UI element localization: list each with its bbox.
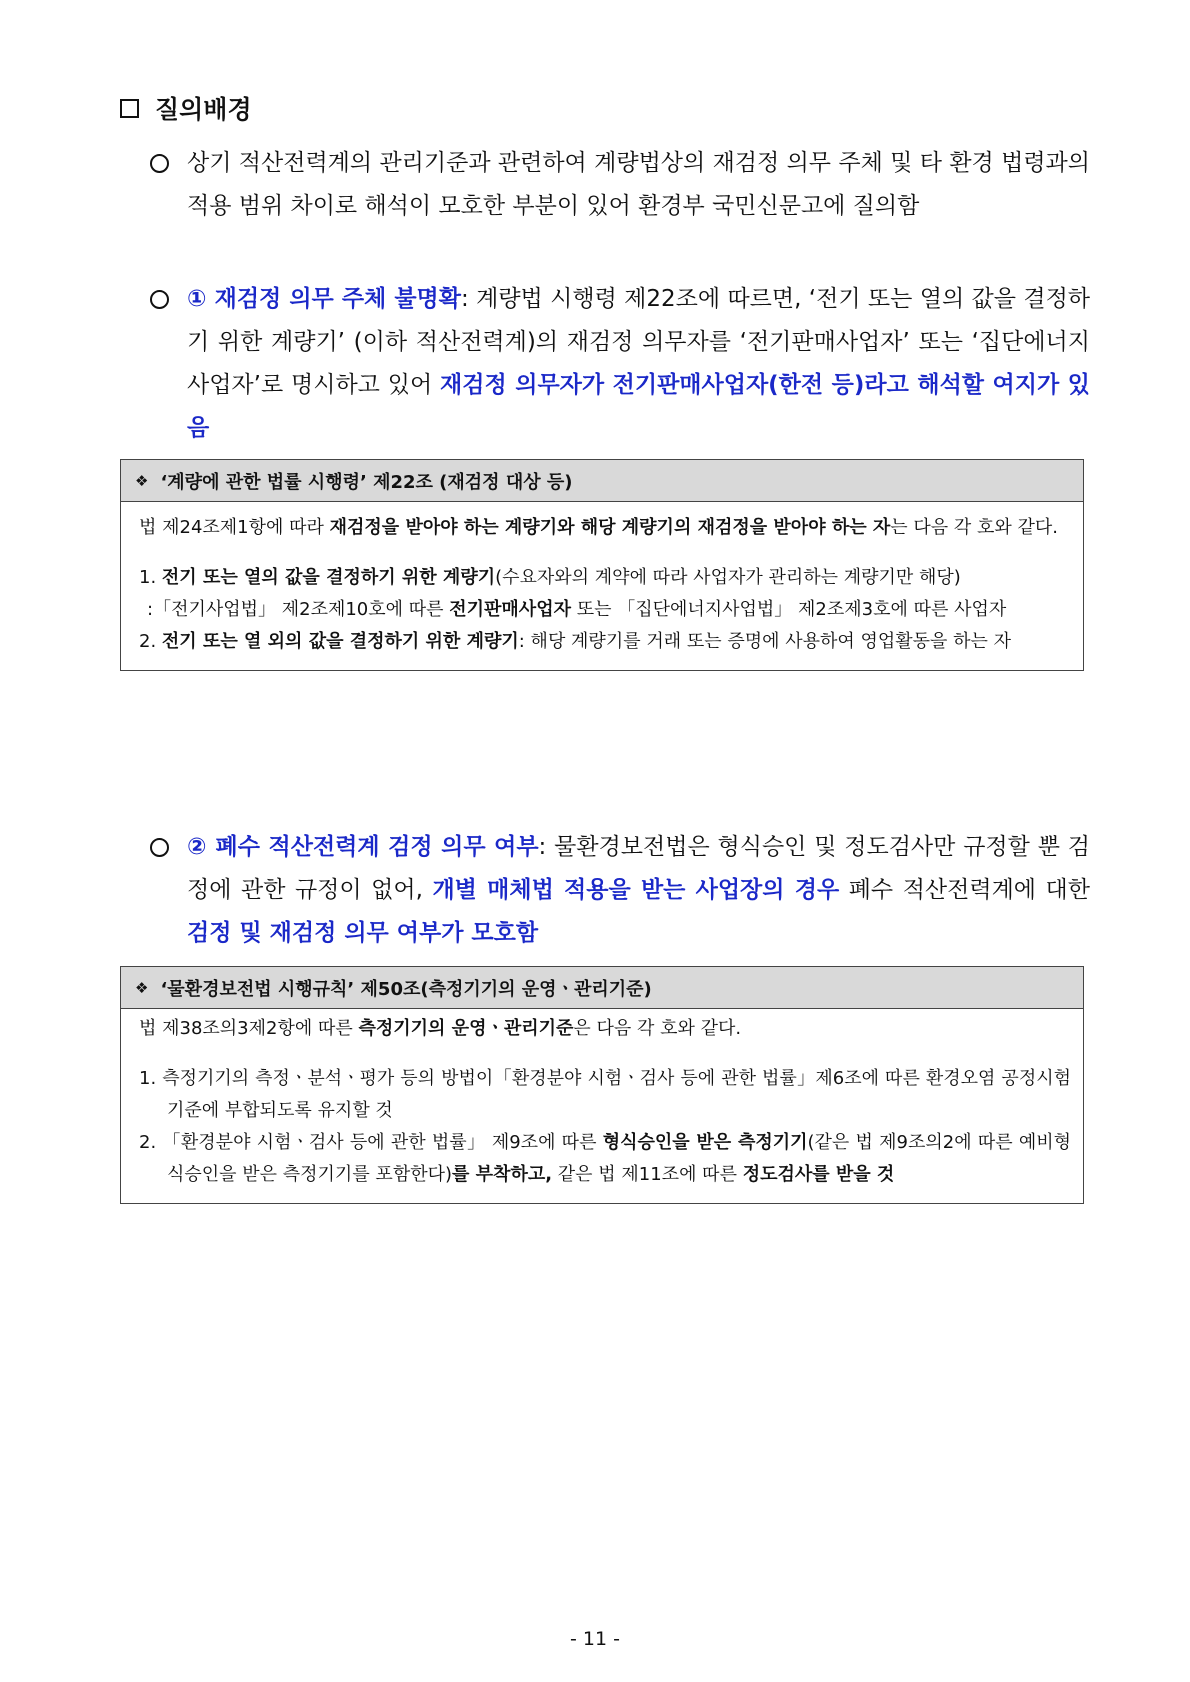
law-item-1: 1. 측정기기의 측정ㆍ분석ㆍ평가 등의 방법이「환경분야 시험ㆍ검사 등에 관한 법률」제6조에 따른 환경오염 공정시험기준에 부합되도록 유지할 것: [139, 1068, 1071, 1121]
paragraph-background: [150, 142, 1090, 228]
issue-1-emphasis: 재검정 의무자가 전기판매사업자(한전 등)라고 해석할 여지가 있음: [187, 372, 1090, 441]
diamond-bullet-icon: ❖: [135, 471, 149, 490]
law-box-body: [121, 1009, 1083, 1203]
paragraph-issue-1: [150, 278, 1090, 450]
law-intro: 법 제38조의3제2항에 따른 측정기기의 운영ㆍ관리기준은 다음 각 호와 같다.: [139, 1018, 742, 1039]
paragraph-issue-2: [150, 826, 1090, 955]
law-box-metrology: [120, 459, 1084, 671]
issue-2-emphasis-2: 검정 및 재검정 의무 여부가 모호함: [187, 920, 539, 946]
circle-bullet-icon: [150, 290, 169, 309]
law-item-2: 2. 「환경분야 시험ㆍ검사 등에 관한 법률」 제9조에 따른 형식승인을 받은 측정기기(같은 법 제9조의2에 따른 예비형식승인을 받은 측정기기를 포함한다)를 부착하고, 같은 법 제11조에 따른 정도검사를 받을 것: [139, 1132, 1071, 1185]
diamond-bullet-icon: ❖: [135, 978, 149, 997]
law-box-title: ‘물환경보전법 시행규칙’ 제50조(측정기기의 운영ㆍ관리기준): [160, 978, 652, 1000]
law-item-1-detail: :「전기사업법」 제2조제10호에 따른 전기판매사업자 또는 「집단에너지사업법」 제2조제3호에 따른 사업자: [147, 599, 1007, 620]
paragraph-text: [187, 278, 1090, 450]
issue-2-title: ② 폐수 적산전력계 검정 의무 여부: [187, 834, 539, 860]
section-heading: [120, 90, 252, 126]
law-item-1: 1. 전기 또는 열의 값을 결정하기 위한 계량기(수요자와의 계약에 따라 사업자가 관리하는 계량기만 해당): [139, 567, 961, 588]
law-box-header: [121, 967, 1083, 1009]
law-box-body: [121, 502, 1083, 670]
page-number: - 11 -: [570, 1628, 620, 1650]
issue-1-title: ① 재검정 의무 주체 불명확: [187, 286, 461, 312]
law-intro: 법 제24조제1항에 따라 재검정을 받아야 하는 계량기와 해당 계량기의 재검정을 받아야 하는 자는 다음 각 호와 같다.: [139, 517, 1058, 538]
issue-2-emphasis-1: 개별 매체법 적용을 받는 사업장의 경우: [432, 877, 840, 903]
circle-bullet-icon: [150, 838, 169, 857]
law-box-title: ‘계량에 관한 법률 시행령’ 제22조 (재검정 대상 등): [160, 471, 573, 493]
section-heading-text: 질의배경: [155, 95, 252, 124]
law-box-water: [120, 966, 1084, 1204]
law-item-2: 2. 전기 또는 열 외의 값을 결정하기 위한 계량기: 해당 계량기를 거래 또는 증명에 사용하여 영업활동을 하는 자: [139, 631, 1012, 652]
checkbox-square-icon: [120, 99, 139, 118]
paragraph-text: ② 폐수 적산전력계 검정 의무 여부: 물환경보전법은 형식승인 및 정도검사만 규정할 뿐 검정에 관한 규정이 없어, 개별 매체법 적용을 받는 사업장의 경우 폐수 적산전력계에 대한 검정 및 재검정 의무 여부가 모호함: [187, 834, 1090, 946]
circle-bullet-icon: [150, 154, 169, 173]
issue-1-body: : 계량법 시행령 제22조에 따르면, ‘전기 또는 열의 값을 결정하기 위한 계량기’ (이하 적산전력계)의 재검정 의무자를 ‘전기판매사업자’ 또는 ‘집단에너지사업자’로 명시하고 있어: [187, 286, 1091, 398]
paragraph-text: 상기 적산전력계의 관리기준과 관련하여 계량법상의 재검정 의무 주체 및 타 환경 법령과의 적용 범위 차이로 해석이 모호한 부분이 있어 환경부 국민신문고에 질의함: [187, 150, 1090, 219]
law-box-header: [121, 460, 1083, 502]
